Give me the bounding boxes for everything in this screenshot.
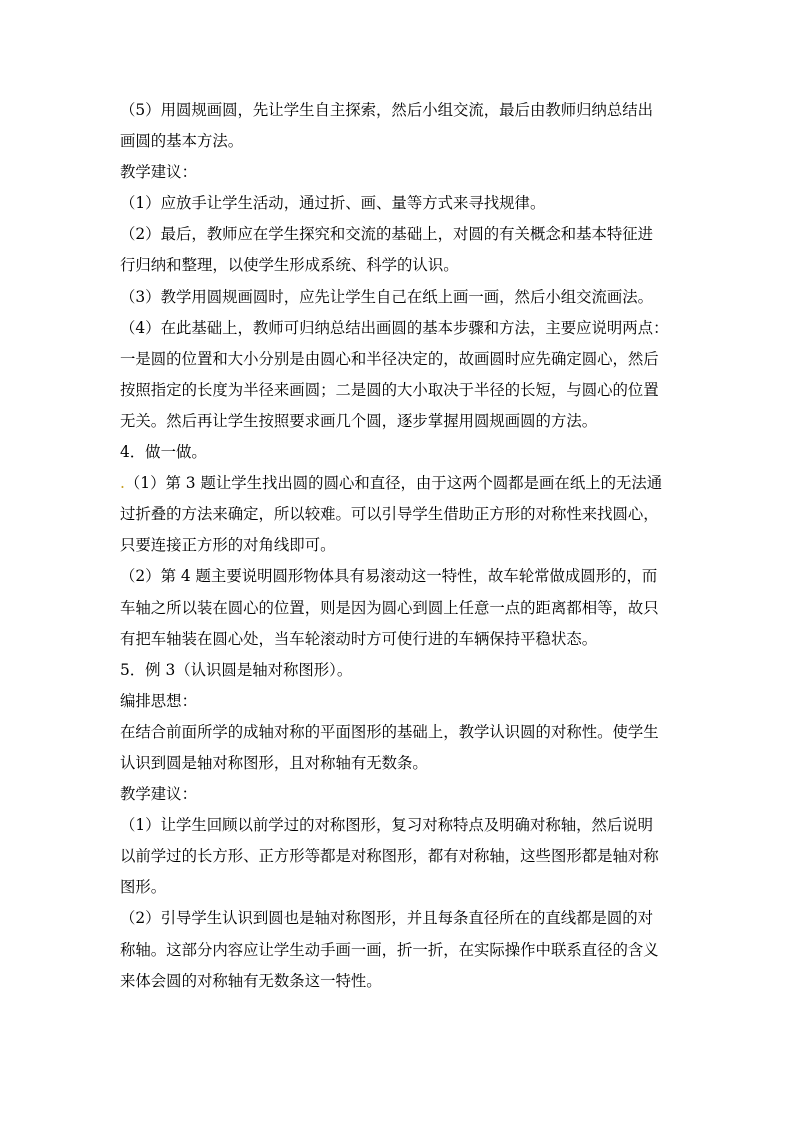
text-line-13-content: （1）第 3 题让学生找出圆的圆心和直径，由于这两个圆都是画在纸上的无法通 xyxy=(124,474,663,493)
text-line-18: 有把车轴装在圆心处，当车轮滚动时方可使行进的车辆保持平稳状态。 xyxy=(120,629,598,648)
text-line-10: 按照指定的长度为半径来画圆；二是圆的大小取决于半径的长短，与圆心的位置 xyxy=(120,380,659,399)
text-line-22: 认识到圆是轴对称图形，且对称轴有无数条。 xyxy=(120,753,428,772)
text-line-4: （1）应放手让学生活动，通过折、画、量等方式来寻找规律。 xyxy=(120,194,546,213)
section-heading-teaching-suggestions-2: 教学建议： xyxy=(120,785,197,804)
text-line-26: 图形。 xyxy=(120,878,167,897)
section-heading-arrangement: 编排思想： xyxy=(120,691,197,710)
text-line-25: 以前学过的长方形、正方形等都是对称图形，都有对称轴，这些图形都是轴对称 xyxy=(120,847,659,866)
text-line-13 xyxy=(120,468,680,499)
text-line-6: 行归纳和整理，以使学生形成系统、科学的认识。 xyxy=(120,256,459,275)
text-line-27: （2）引导学生认识到圆也是轴对称图形，并且每条直径所在的直线都是圆的对 xyxy=(120,909,654,928)
text-line-14: 过折叠的方法来确定，所以较难。可以引导学生借助正方形的对称性来找圆心， xyxy=(120,505,659,524)
section-heading-try-it: 4．做一做。 xyxy=(120,443,207,462)
text-line-29: 来体会圆的对称轴有无数条这一特性。 xyxy=(120,971,382,990)
text-line-28: 称轴。这部分内容应让学生动手画一画，折一折，在实际操作中联系直径的含义 xyxy=(120,940,659,959)
text-line-17: 车轴之所以装在圆心的位置，则是因为圆心到圆上任意一点的距离都相等，故只 xyxy=(120,598,659,617)
text-line-7: （3）教学用圆规画圆时，应先让学生自己在纸上画一画，然后小组交流画法。 xyxy=(120,287,654,306)
text-line-24: （1）让学生回顾以前学过的对称图形，复习对称特点及明确对称轴，然后说明 xyxy=(120,816,654,835)
text-line-11: 无关。然后再让学生按照要求画几个圆，逐步掌握用圆规画圆的方法。 xyxy=(120,411,598,430)
text-line-8: （4）在此基础上，教师可归纳总结出画圆的基本步骤和方法，主要应说明两点： xyxy=(120,318,669,337)
section-heading-teaching-suggestions: 教学建议： xyxy=(120,163,197,182)
text-line-21: 在结合前面所学的成轴对称的平面图形的基础上，教学认识圆的对称性。使学生 xyxy=(120,722,659,741)
text-line-15: 只要连接正方形的对角线即可。 xyxy=(120,536,336,555)
text-line-1: （5）用圆规画圆，先让学生自主探索，然后小组交流，最后由教师归纳总结出 xyxy=(120,101,654,119)
text-line-9: 一是圆的位置和大小分别是由圆心和半径决定的，故画圆时应先确定圆心，然后 xyxy=(120,349,659,368)
document-body xyxy=(120,95,680,997)
text-line-2: 画圆的基本方法。 xyxy=(120,132,244,151)
text-line-16: （2）第 4 题主要说明圆形物体具有易滚动这一特性，故车轮常做成圆形的，而 xyxy=(120,567,658,586)
text-line-5: （2）最后，教师应在学生探究和交流的基础上，对圆的有关概念和基本特征进 xyxy=(120,225,654,244)
marker-dot: . xyxy=(120,474,125,493)
section-heading-example-3: 5．例 3（认识圆是轴对称图形）。 xyxy=(120,660,353,679)
